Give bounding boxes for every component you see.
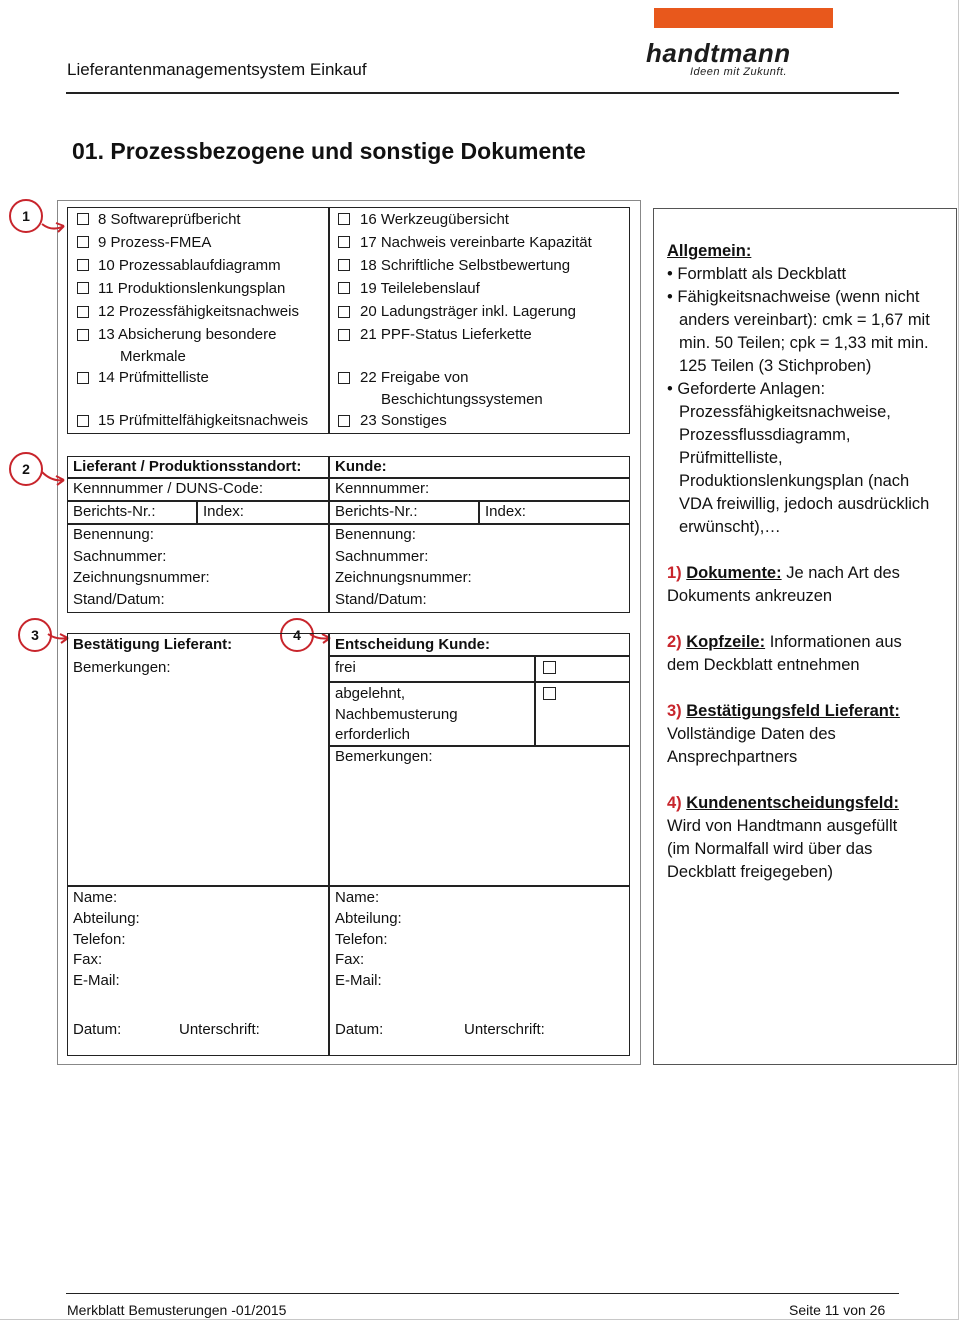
footer-rule bbox=[66, 1293, 899, 1294]
note-1-number: 1) bbox=[667, 564, 682, 582]
doc-item-13-cont: Merkmale bbox=[120, 348, 186, 365]
general-bullet-3-line-2: Prozessfähigkeitsnachweise, bbox=[679, 403, 891, 421]
checkbox-doc-23[interactable] bbox=[338, 415, 350, 427]
doc-item-22-cont: Beschichtungssystemen bbox=[381, 391, 543, 408]
customer-contact-email[interactable]: E-Mail: bbox=[335, 972, 382, 989]
customer-contact-name[interactable]: Name: bbox=[335, 889, 380, 906]
customer-drawing-no-field[interactable]: Zeichnungsnummer: bbox=[335, 569, 472, 586]
marker-2-arrow bbox=[40, 462, 70, 492]
doc-item-19: 19 Teilelebenslauf bbox=[360, 280, 480, 297]
doc-item-14: 14 Prüfmittelliste bbox=[98, 369, 209, 386]
general-bullet-1: • Formblatt als Deckblatt bbox=[667, 265, 847, 283]
header-table-row-line bbox=[67, 500, 630, 502]
doc-item-12: 12 Prozessfähigkeitsnachweis bbox=[98, 303, 299, 320]
supplier-title: Lieferant / Produktionsstandort: bbox=[73, 458, 302, 475]
supplier-contact-fax[interactable]: Fax: bbox=[73, 951, 103, 968]
logo-name: handtmann bbox=[646, 38, 791, 68]
supplier-id-field[interactable]: Kennnummer / DUNS-Code: bbox=[73, 480, 264, 497]
note-4-line-2: Wird von Handtmann ausgefüllt bbox=[667, 817, 898, 835]
header-table-row-line bbox=[67, 477, 630, 479]
logo-bar bbox=[654, 8, 833, 28]
checkbox-doc-22[interactable] bbox=[338, 372, 350, 384]
confirmation-row-line bbox=[67, 885, 630, 887]
confirmation-divider bbox=[328, 633, 330, 1056]
confirmation-row-line bbox=[328, 655, 630, 657]
marker-1-arrow bbox=[40, 210, 70, 240]
customer-status-date-field[interactable]: Stand/Datum: bbox=[335, 591, 427, 608]
supplier-report-no-field[interactable]: Berichts-Nr.: bbox=[73, 503, 156, 520]
general-bullet-2-line-3: min. 50 Teilen; cpk = 1,33 mit min. bbox=[679, 334, 929, 352]
note-1-title: Dokumente: bbox=[686, 564, 782, 582]
note-4-title: Kundenentscheidungsfeld: bbox=[686, 794, 899, 812]
doc-item-17: 17 Nachweis vereinbarte Kapazität bbox=[360, 234, 592, 251]
doc-item-10: 10 Prozessablaufdiagramm bbox=[98, 257, 281, 274]
note-1 bbox=[667, 562, 900, 585]
customer-remarks-field[interactable]: Bemerkungen: bbox=[335, 748, 433, 765]
checkbox-doc-9[interactable] bbox=[77, 236, 89, 248]
general-bullet-3-line-6: VDA freiwillig, jedoch ausdrücklich bbox=[679, 495, 930, 513]
doc-item-9: 9 Prozess-FMEA bbox=[98, 234, 212, 251]
logo-tagline: Ideen mit Zukunft. bbox=[690, 66, 788, 78]
marker-1: 1 bbox=[9, 199, 43, 233]
note-2-line-2: dem Deckblatt entnehmen bbox=[667, 656, 860, 674]
supplier-status-date-field[interactable]: Stand/Datum: bbox=[73, 591, 165, 608]
general-bullet-3-line-7: erwünscht),… bbox=[679, 518, 781, 536]
supplier-part-no-field[interactable]: Sachnummer: bbox=[73, 548, 167, 565]
note-2-text: Informationen aus bbox=[765, 633, 902, 651]
customer-contact-phone[interactable]: Telefon: bbox=[335, 931, 388, 948]
note-2-number: 2) bbox=[667, 633, 682, 651]
customer-part-no-field[interactable]: Sachnummer: bbox=[335, 548, 429, 565]
supplier-remarks-field[interactable]: Bemerkungen: bbox=[73, 659, 171, 676]
doc-item-23: 23 Sonstiges bbox=[360, 412, 447, 429]
checkbox-doc-20[interactable] bbox=[338, 306, 350, 318]
supplier-date-field[interactable]: Datum: bbox=[73, 1021, 122, 1038]
supplier-contact-phone[interactable]: Telefon: bbox=[73, 931, 126, 948]
general-bullet-2-line-4: 125 Teilen (3 Stichproben) bbox=[679, 357, 872, 375]
header-table-col-line bbox=[478, 500, 480, 523]
marker-2: 2 bbox=[9, 452, 43, 486]
decision-rejected-label-3: erforderlich bbox=[335, 726, 411, 743]
checkbox-doc-15[interactable] bbox=[77, 415, 89, 427]
doc-item-16: 16 Werkzeugübersicht bbox=[360, 211, 509, 228]
general-bullet-3: • Geforderte Anlagen: bbox=[667, 380, 826, 398]
customer-title: Kunde: bbox=[335, 458, 387, 475]
customer-id-field[interactable]: Kennnummer: bbox=[335, 480, 430, 497]
customer-name-field[interactable]: Benennung: bbox=[335, 526, 416, 543]
note-4 bbox=[667, 792, 899, 815]
customer-decision-title: Entscheidung Kunde: bbox=[335, 636, 490, 653]
footer-page-number: Seite 11 von 26 bbox=[789, 1302, 886, 1318]
marker-4: 4 bbox=[280, 618, 314, 652]
checkbox-decision-free[interactable] bbox=[543, 661, 556, 674]
header-table-divider bbox=[328, 456, 330, 613]
customer-contact-department[interactable]: Abteilung: bbox=[335, 910, 402, 927]
checkbox-doc-13[interactable] bbox=[77, 329, 89, 341]
documents-divider bbox=[328, 207, 330, 434]
supplier-drawing-no-field[interactable]: Zeichnungsnummer: bbox=[73, 569, 210, 586]
customer-date-field[interactable]: Datum: bbox=[335, 1021, 384, 1038]
doc-item-22: 22 Freigabe von bbox=[360, 369, 469, 386]
note-4-number: 4) bbox=[667, 794, 682, 812]
note-2-title: Kopfzeile: bbox=[686, 633, 766, 651]
supplier-contact-name[interactable]: Name: bbox=[73, 889, 118, 906]
header-rule bbox=[66, 92, 899, 94]
general-bullet-3-line-5: Produktionslenkungsplan (nach bbox=[679, 472, 910, 490]
supplier-index-field[interactable]: Index: bbox=[203, 503, 244, 520]
doc-item-21: 21 PPF-Status Lieferkette bbox=[360, 326, 532, 343]
doc-item-15: 15 Prüfmittelfähigkeitsnachweis bbox=[98, 412, 309, 429]
customer-index-field[interactable]: Index: bbox=[485, 503, 526, 520]
general-bullet-3-line-3: Prozessflussdiagramm, bbox=[679, 426, 851, 444]
customer-report-no-field[interactable]: Berichts-Nr.: bbox=[335, 503, 418, 520]
note-4-line-4: Deckblatt freigegeben) bbox=[667, 863, 834, 881]
doc-item-18: 18 Schriftliche Selbstbewertung bbox=[360, 257, 571, 274]
checkbox-doc-16[interactable] bbox=[338, 213, 350, 225]
note-4-line-3: (im Normalfall wird über das bbox=[667, 840, 873, 858]
supplier-contact-email[interactable]: E-Mail: bbox=[73, 972, 120, 989]
footer-document-name: Merkblatt Bemusterungen -01/2015 bbox=[67, 1302, 287, 1318]
supplier-name-field[interactable]: Benennung: bbox=[73, 526, 154, 543]
checkbox-doc-14[interactable] bbox=[77, 372, 89, 384]
customer-signature-field[interactable]: Unterschrift: bbox=[464, 1021, 545, 1038]
decision-rejected-label: abgelehnt, bbox=[335, 685, 406, 702]
note-1-text: Je nach Art des bbox=[781, 564, 900, 582]
checkbox-doc-17[interactable] bbox=[338, 236, 350, 248]
decision-rejected-label-2: Nachbemusterung bbox=[335, 706, 458, 723]
page-title: 01. Prozessbezogene und sonstige Dokumente bbox=[72, 138, 586, 164]
checkbox-doc-11[interactable] bbox=[77, 282, 89, 294]
header-table-row-line bbox=[67, 523, 630, 525]
note-3-line-2: Vollständige Daten des bbox=[667, 725, 836, 743]
supplier-contact-department[interactable]: Abteilung: bbox=[73, 910, 140, 927]
supplier-confirmation-title: Bestätigung Lieferant: bbox=[73, 636, 233, 653]
checkbox-decision-rejected[interactable] bbox=[543, 687, 556, 700]
marker-3: 3 bbox=[18, 618, 52, 652]
note-2 bbox=[667, 631, 902, 654]
general-bullet-3-line-4: Prüfmittelliste, bbox=[679, 449, 783, 467]
general-title: Allgemein: bbox=[667, 242, 752, 260]
checkbox-doc-18[interactable] bbox=[338, 259, 350, 271]
note-1-line-2: Dokuments ankreuzen bbox=[667, 587, 833, 605]
note-3-title: Bestätigungsfeld Lieferant: bbox=[686, 702, 900, 720]
checkbox-doc-19[interactable] bbox=[338, 282, 350, 294]
doc-item-20: 20 Ladungsträger inkl. Lagerung bbox=[360, 303, 576, 320]
doc-item-11: 11 Produktionslenkungsplan bbox=[98, 280, 286, 297]
customer-contact-fax[interactable]: Fax: bbox=[335, 951, 365, 968]
note-3-line-3: Ansprechpartners bbox=[667, 748, 798, 766]
confirmation-col-line bbox=[534, 655, 536, 745]
header-table-col-line bbox=[196, 500, 198, 523]
note-3-number: 3) bbox=[667, 702, 682, 720]
decision-free-label: frei bbox=[335, 659, 356, 676]
doc-item-13: 13 Absicherung besondere bbox=[98, 326, 277, 343]
doc-item-8: 8 Softwareprüfbericht bbox=[98, 211, 241, 228]
checkbox-doc-10[interactable] bbox=[77, 259, 89, 271]
note-3 bbox=[667, 700, 900, 723]
supplier-signature-field[interactable]: Unterschrift: bbox=[179, 1021, 260, 1038]
confirmation-row-line bbox=[328, 681, 630, 683]
checkbox-doc-12[interactable] bbox=[77, 306, 89, 318]
confirmation-row-line bbox=[328, 745, 630, 747]
general-bullet-2: • Fähigkeitsnachweise (wenn nicht bbox=[667, 288, 920, 306]
checkbox-doc-21[interactable] bbox=[338, 329, 350, 341]
general-bullet-2-line-2: anders vereinbart): cmk = 1,67 mit bbox=[679, 311, 930, 329]
header-title: Lieferantenmanagementsystem Einkauf bbox=[67, 60, 367, 79]
checkbox-doc-8[interactable] bbox=[77, 213, 89, 225]
